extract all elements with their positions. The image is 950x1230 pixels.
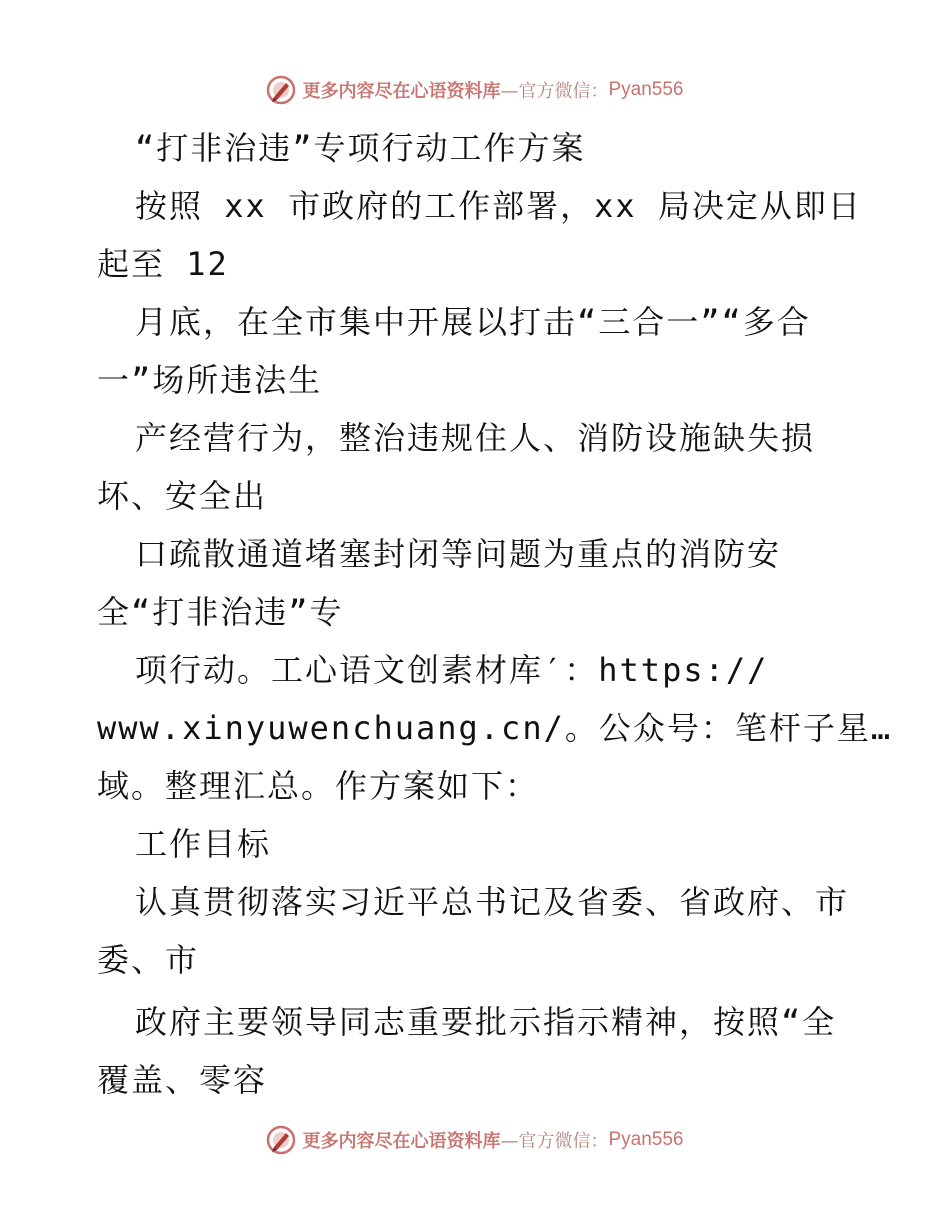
footer-watermark-banner	[0, 1120, 950, 1160]
pen-seal-logo-icon	[266, 75, 296, 105]
text-line: 委、市	[97, 941, 200, 979]
text-line: 月底，在全市集中开展以打击“三合一”“多合	[135, 303, 811, 341]
pen-seal-logo-icon	[266, 1125, 296, 1155]
text-line: 政府主要领导同志重要批示指示精神，按照“全	[135, 1003, 837, 1041]
header-watermark-banner	[0, 70, 950, 110]
text-line: 覆盖、零容	[97, 1061, 268, 1099]
text-line: 按照 xx 市政府的工作部署，xx 局决定从即日	[135, 187, 862, 225]
text-line: 产经营行为，整治违规住人、消防设施缺失损	[135, 419, 816, 457]
banner-text: 更多内容尽在心语资料库	[302, 81, 501, 102]
text-line: www.xinyuwenchuang.cn/。公众号：笔杆子星…	[97, 709, 893, 747]
text-line: 坏、安全出	[97, 477, 268, 515]
text-line: 起至 12	[97, 245, 229, 283]
text-line: 域。整理汇总。作方案如下：	[97, 767, 540, 805]
document-title: “打非治违”专项行动工作方案	[135, 129, 586, 167]
banner-separator: —官方微信：	[500, 81, 609, 102]
section-heading: 工作目标	[135, 825, 272, 863]
banner-wechat-id: Pyan556	[608, 1129, 684, 1150]
banner-wechat-id: Pyan556	[608, 79, 684, 100]
text-line: 全“打非治违”专	[97, 593, 344, 631]
banner-separator: —官方微信：	[500, 1131, 609, 1152]
banner-text: 更多内容尽在心语资料库	[302, 1131, 501, 1152]
text-line: 一”场所违法生	[97, 361, 323, 399]
text-line: 认真贯彻落实习近平总书记及省委、省政府、市	[135, 883, 850, 921]
text-line: 项行动。工心语文创素材库′：https://	[135, 651, 769, 689]
text-line: 口疏散通道堵塞封闭等问题为重点的消防安	[135, 535, 782, 573]
